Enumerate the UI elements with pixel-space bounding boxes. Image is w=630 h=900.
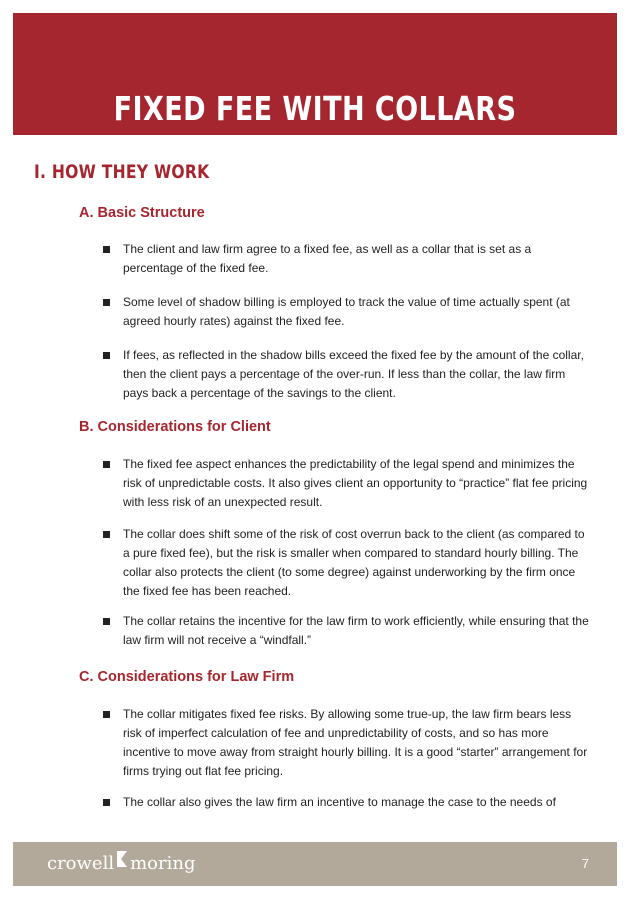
list-item [103,293,593,331]
page-title: FIXED FEE WITH COLLARS [113,89,517,128]
list-item [103,705,593,781]
bullet-text: The collar also gives the law firm an incentive to manage the case to the needs of [123,795,556,809]
page-footer [13,842,617,886]
bullet-text: Some level of shadow billing is employed to track the value of time actually spent (at agreed hourly rates) against the fixed fee. [123,295,570,328]
title-banner [13,13,617,135]
logo-text-right: moring [130,853,196,874]
subheading-considerations-law-firm: C. Considerations for Law Firm [79,669,295,685]
bullet-square-icon [103,461,110,468]
bullet-text: The collar does shift some of the risk of cost overrun back to the client (as compared to a pure fixed fee), but the risk is smaller when compared to standard hourly billing. The collar also protects the client (to some degree) against underworking by the firm once the fixed fee has been reached. [123,527,585,598]
logo-text-left: crowell [47,853,115,874]
bullet-square-icon [103,799,110,806]
crowell-moring-logo [47,849,196,879]
list-item [103,240,593,278]
bullet-square-icon [103,618,110,625]
subheading-basic-structure: A. Basic Structure [79,205,205,221]
list-item [103,793,593,812]
section-heading: I. HOW THEY WORK [34,161,210,183]
bullet-text: The collar retains the incentive for the law firm to work efficiently, while ensuring that the law firm will not receive a “windfall.” [123,614,589,647]
logo-mark-icon [115,849,129,879]
bullet-text: The fixed fee aspect enhances the predictability of the legal spend and minimizes the risk of unpredictable costs. It also gives client an opportunity to “practice” flat fee pricing with less risk of an unexpected result. [123,457,588,509]
subheading-considerations-client: B. Considerations for Client [79,419,271,435]
list-item [103,525,593,601]
bullet-square-icon [103,531,110,538]
list-item [103,455,593,512]
list-item [103,612,593,650]
bullet-text: The client and law firm agree to a fixed fee, as well as a collar that is set as a percentage of the fixed fee. [123,242,532,275]
bullet-text: The collar mitigates fixed fee risks. By allowing some true-up, the law firm bears less risk of imperfect calculation of fee and unpredictability of costs, and so has more incentive to move away from straight hourly billing. It is a good “starter” arrangement for firms trying out flat fee pricing. [123,707,588,778]
bullet-square-icon [103,246,110,253]
bullet-square-icon [103,352,110,359]
list-item [103,346,593,403]
page-number: 7 [581,856,589,871]
bullet-square-icon [103,711,110,718]
bullet-square-icon [103,299,110,306]
bullet-text: If fees, as reflected in the shadow bills exceed the fixed fee by the amount of the collar, then the client pays a percentage of the over-run. If less than the collar, the law firm pays back a percentage of the savings to the client. [123,348,584,400]
